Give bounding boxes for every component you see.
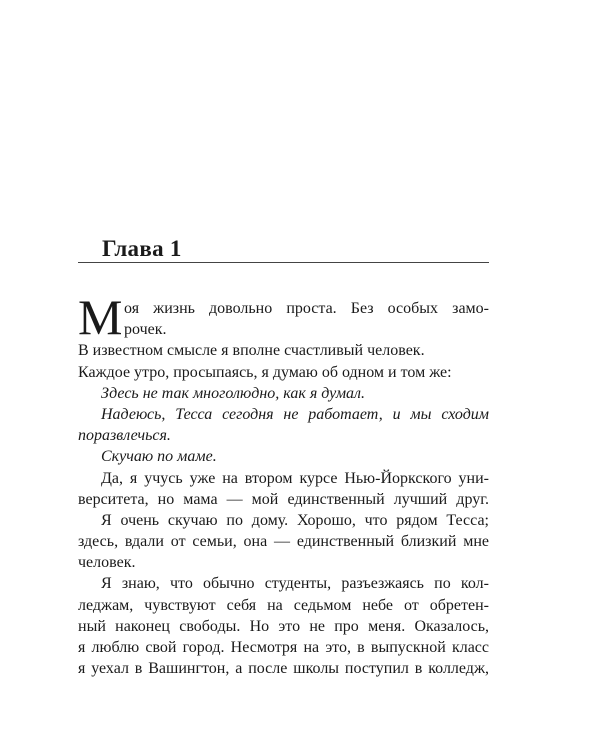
text-line: я люблю свой город. Несмотря на это, в выпускной класс xyxy=(78,639,489,656)
text-line: Надеюсь, Тесса сегодня не работает, и мы сходим xyxy=(101,405,489,423)
text-line: здесь, вдали от семьи, она — единственный близкий мне xyxy=(78,533,489,551)
text-line: Каждое утро, просыпаясь, я думаю об одном и том же: xyxy=(78,363,452,381)
text-line: поразвлечься. xyxy=(78,427,171,445)
text-line: леджам, чувствуют себя на седьмом небе от обретен- xyxy=(78,596,489,614)
drop-cap: М xyxy=(78,289,123,345)
text-line: я уехал в Вашингтон, а после школы поступил в колледж, xyxy=(78,660,489,678)
text-line: В известном смысле я вполне счастливый человек. xyxy=(78,342,425,360)
text-line: ный наконец свободы. Но это не про меня. Оказалось, xyxy=(78,617,489,635)
text-line: Скучаю по маме. xyxy=(101,448,217,466)
body-text xyxy=(78,289,489,679)
text-line: верситета, но мама — мой единственный лучший друг. xyxy=(78,490,489,508)
text-line: оя жизнь довольно проста. Без особых замо- xyxy=(124,300,489,317)
text-line: человек. xyxy=(78,554,136,572)
text-line: Я знаю, что обычно студенты, разъезжаясь по кол- xyxy=(101,575,489,593)
text-line: Здесь не так многолюдно, как я думал. xyxy=(101,384,366,402)
text-line: Да, я учусь уже на втором курсе Нью-Йоркского уни- xyxy=(101,469,489,487)
text-line: рочек. xyxy=(124,321,167,339)
chapter-divider xyxy=(78,262,489,263)
chapter-title: Глава 1 xyxy=(102,236,182,261)
text-line: Я очень скучаю по дому. Хорошо, что рядом Тесса; xyxy=(101,511,489,529)
